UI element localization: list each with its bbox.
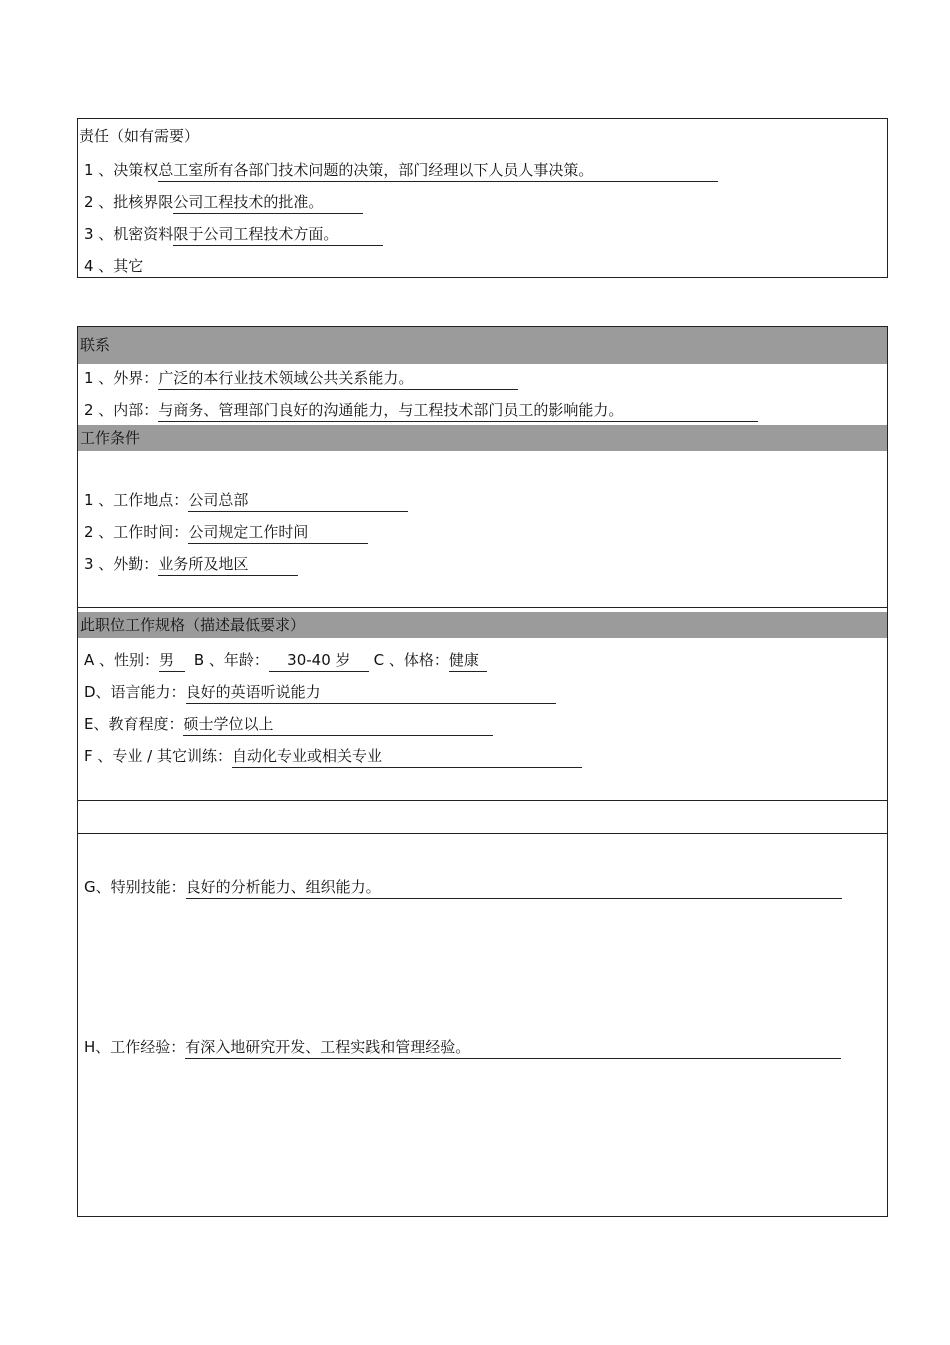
item-value: 广泛的本行业技术领域公共关系能力。 xyxy=(158,367,518,390)
item-value: 公司规定工作时间 xyxy=(188,521,368,544)
specs-item-f xyxy=(84,745,582,767)
item-label: 2 、工作时间： xyxy=(84,523,189,541)
item-label: 3 、外勤： xyxy=(84,555,159,573)
responsibility-item-1 xyxy=(84,159,718,181)
item-value: 公司工程技术的批准。 xyxy=(173,191,363,214)
item-label: 1 、决策权 xyxy=(84,161,159,179)
item-value: 良好的分析能力、组织能力。 xyxy=(186,876,842,899)
skills-section xyxy=(77,833,888,1217)
health-value: 健康 xyxy=(449,649,487,672)
item-label: E、教育程度： xyxy=(84,715,184,733)
item-label: 4 、其它 xyxy=(84,257,144,275)
conditions-item-1 xyxy=(84,489,408,511)
item-label: 2 、批核界限 xyxy=(84,193,174,211)
specs-item-d xyxy=(84,681,556,703)
conditions-header: 工作条件 xyxy=(78,425,887,451)
item-value: 有深入地研究开发、工程实践和管理经验。 xyxy=(185,1036,841,1059)
section-divider xyxy=(78,607,887,608)
gender-value: 男 xyxy=(159,649,185,672)
age-value xyxy=(269,649,369,672)
responsibility-item-3 xyxy=(84,223,383,245)
item-value: 公司总部 xyxy=(188,489,408,512)
contacts-header: 联系 xyxy=(78,327,887,364)
health-label: C 、体格： xyxy=(373,651,449,669)
contacts-section xyxy=(77,326,888,801)
item-value: 总工室所有各部门技术问题的决策，部门经理以下人员人事决策。 xyxy=(158,159,718,182)
conditions-item-3 xyxy=(84,553,298,575)
item-label: 1 、工作地点： xyxy=(84,491,189,509)
responsibility-section xyxy=(77,118,888,278)
responsibility-title: 责任（如有需要） xyxy=(79,127,200,145)
specs-row-abc xyxy=(84,649,487,671)
blank-row xyxy=(77,800,888,834)
item-label: G、特别技能： xyxy=(84,878,186,896)
specs-item-e xyxy=(84,713,493,735)
age-unit: 岁 xyxy=(335,651,351,669)
responsibility-item-4 xyxy=(84,255,143,277)
item-label: F 、专业 / 其它训练： xyxy=(84,747,232,765)
item-value: 自动化专业或相关专业 xyxy=(232,745,582,768)
conditions-item-2 xyxy=(84,521,368,543)
item-value: 硕士学位以上 xyxy=(183,713,493,736)
item-value: 良好的英语听说能力 xyxy=(186,681,556,704)
gender-label: A 、性别： xyxy=(84,651,160,669)
responsibility-item-2 xyxy=(84,191,363,213)
item-label: D、语言能力： xyxy=(84,683,186,701)
item-label: H、工作经验： xyxy=(84,1038,186,1056)
specs-header: 此职位工作规格（描述最低要求） xyxy=(78,612,887,638)
item-value: 限于公司工程技术方面。 xyxy=(173,223,383,246)
item-value: 与商务、管理部门良好的沟通能力，与工程技术部门员工的影响能力。 xyxy=(158,399,758,422)
contacts-item-2 xyxy=(84,399,758,421)
skills-item-h xyxy=(84,1036,841,1058)
item-label: 1 、外界： xyxy=(84,369,159,387)
item-value: 业务所及地区 xyxy=(158,553,298,576)
age-label: B 、年龄： xyxy=(193,651,269,669)
age-range: 30-40 xyxy=(287,651,331,669)
skills-item-g xyxy=(84,876,842,898)
item-label: 2 、内部： xyxy=(84,401,159,419)
item-label: 3 、机密资料 xyxy=(84,225,174,243)
contacts-item-1 xyxy=(84,367,518,389)
